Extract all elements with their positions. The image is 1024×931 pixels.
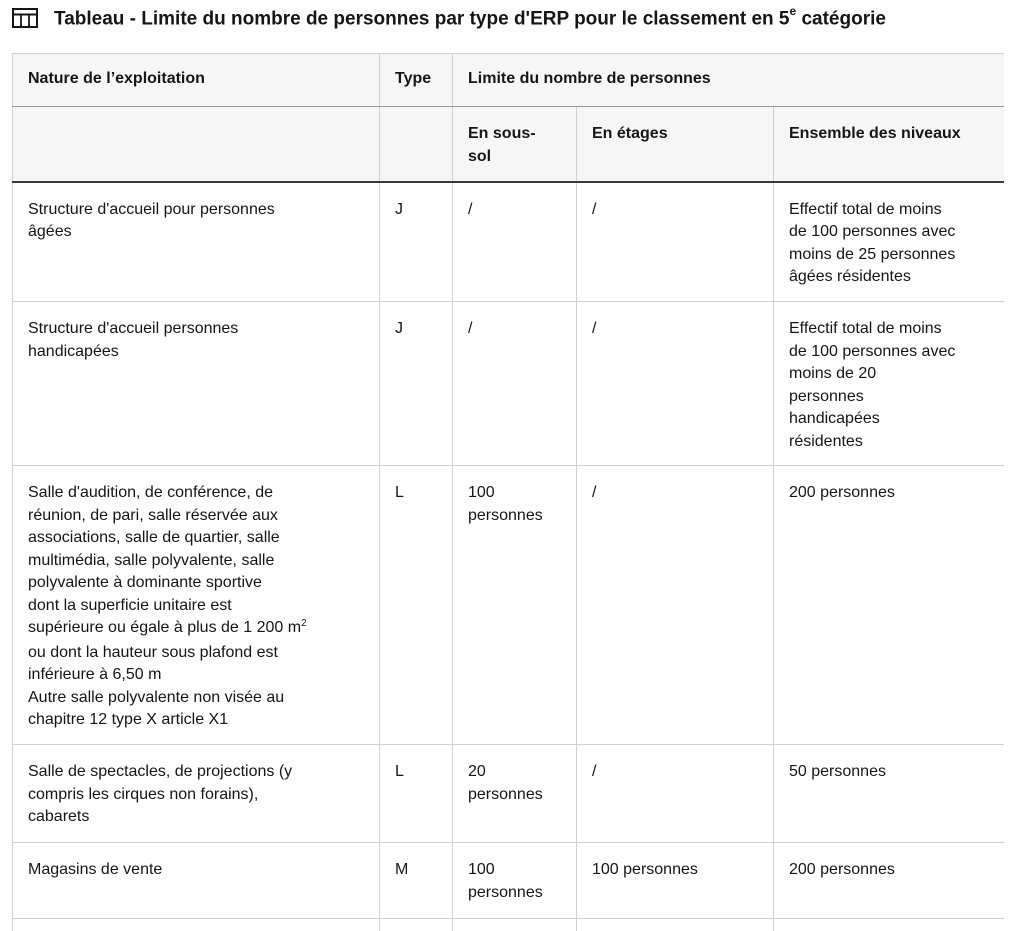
cell-sous-sol: 100 personnes: [453, 466, 577, 745]
cell-empty: [577, 919, 774, 931]
cell-sous-sol: /: [453, 182, 577, 302]
table-row-partial: [13, 919, 1005, 931]
table-subheader-row: [13, 107, 1005, 182]
header-etages: En étages: [577, 107, 774, 182]
cell-ensemble: Effectif total de moins de 100 personnes avec moins de 25 personnes âgées résidentes: [774, 182, 1005, 302]
table-row: [13, 466, 1005, 745]
cell-etages: /: [577, 745, 774, 843]
cell-empty: [380, 919, 453, 931]
cell-etages: 100 personnes: [577, 843, 774, 919]
table-row: [13, 745, 1005, 843]
cell-nature: Structure d'accueil pour personnes âgées: [13, 182, 380, 302]
table-row: [13, 182, 1005, 302]
cell-sous-sol: 100 personnes: [453, 843, 577, 919]
cell-ensemble: 200 personnes: [774, 466, 1005, 745]
cell-sous-sol: 20 personnes: [453, 745, 577, 843]
cell-nature: Salle d'audition, de conférence, de réunion, de pari, salle réservée aux associations, salle de quartier, salle multimédia, salle polyvalente, salle polyvalente à dominante sportive dont la superficie unitaire est supérieure ou égale à plus de 1 200 $m^2$ ou dont la hauteur sous plafond est inférieure à 6,50 m Autre salle polyvalente non visée au chapitre 12 type X article X1: [13, 466, 380, 745]
cell-type: M: [380, 843, 453, 919]
cell-type: L: [380, 466, 453, 745]
cell-empty: [774, 919, 1005, 931]
cell-etages: /: [577, 466, 774, 745]
cell-ensemble: Effectif total de moins de 100 personnes avec moins de 20 personnes handicapées résidentes: [774, 302, 1005, 466]
cell-nature: Magasins de vente: [13, 843, 380, 919]
cell-etages: /: [577, 302, 774, 466]
cell-empty: [13, 919, 380, 931]
cell-ensemble: 50 personnes: [774, 745, 1005, 843]
erp-limits-table: [12, 53, 1004, 931]
cell-nature: Structure d'accueil personnes handicapées: [13, 302, 380, 466]
page-title: Tableau - Limite du nombre de personnes par type d'ERP pour le classement en 5e catégorie: [54, 3, 886, 30]
erp-table-container[interactable]: [12, 53, 1004, 931]
table-header-row: [13, 54, 1005, 107]
table-caption: [12, 4, 886, 32]
cell-etages: /: [577, 182, 774, 302]
header-nature: Nature de l’exploitation: [13, 54, 380, 107]
header-sous-sol: En sous- sol: [453, 107, 577, 182]
header-empty-nature: [13, 107, 380, 182]
table-icon: [12, 8, 38, 28]
header-ensemble: Ensemble des niveaux: [774, 107, 1005, 182]
cell-type: L: [380, 745, 453, 843]
cell-nature: Salle de spectacles, de projections (y compris les cirques non forains), cabarets: [13, 745, 380, 843]
table-row: [13, 302, 1005, 466]
cell-type: J: [380, 302, 453, 466]
cell-ensemble: 200 personnes: [774, 843, 1005, 919]
header-type: Type: [380, 54, 453, 107]
cell-empty: [453, 919, 577, 931]
cell-type: J: [380, 182, 453, 302]
cell-sous-sol: /: [453, 302, 577, 466]
table-row: [13, 843, 1005, 919]
header-empty-type: [380, 107, 453, 182]
header-limit: Limite du nombre de personnes: [453, 54, 1005, 107]
